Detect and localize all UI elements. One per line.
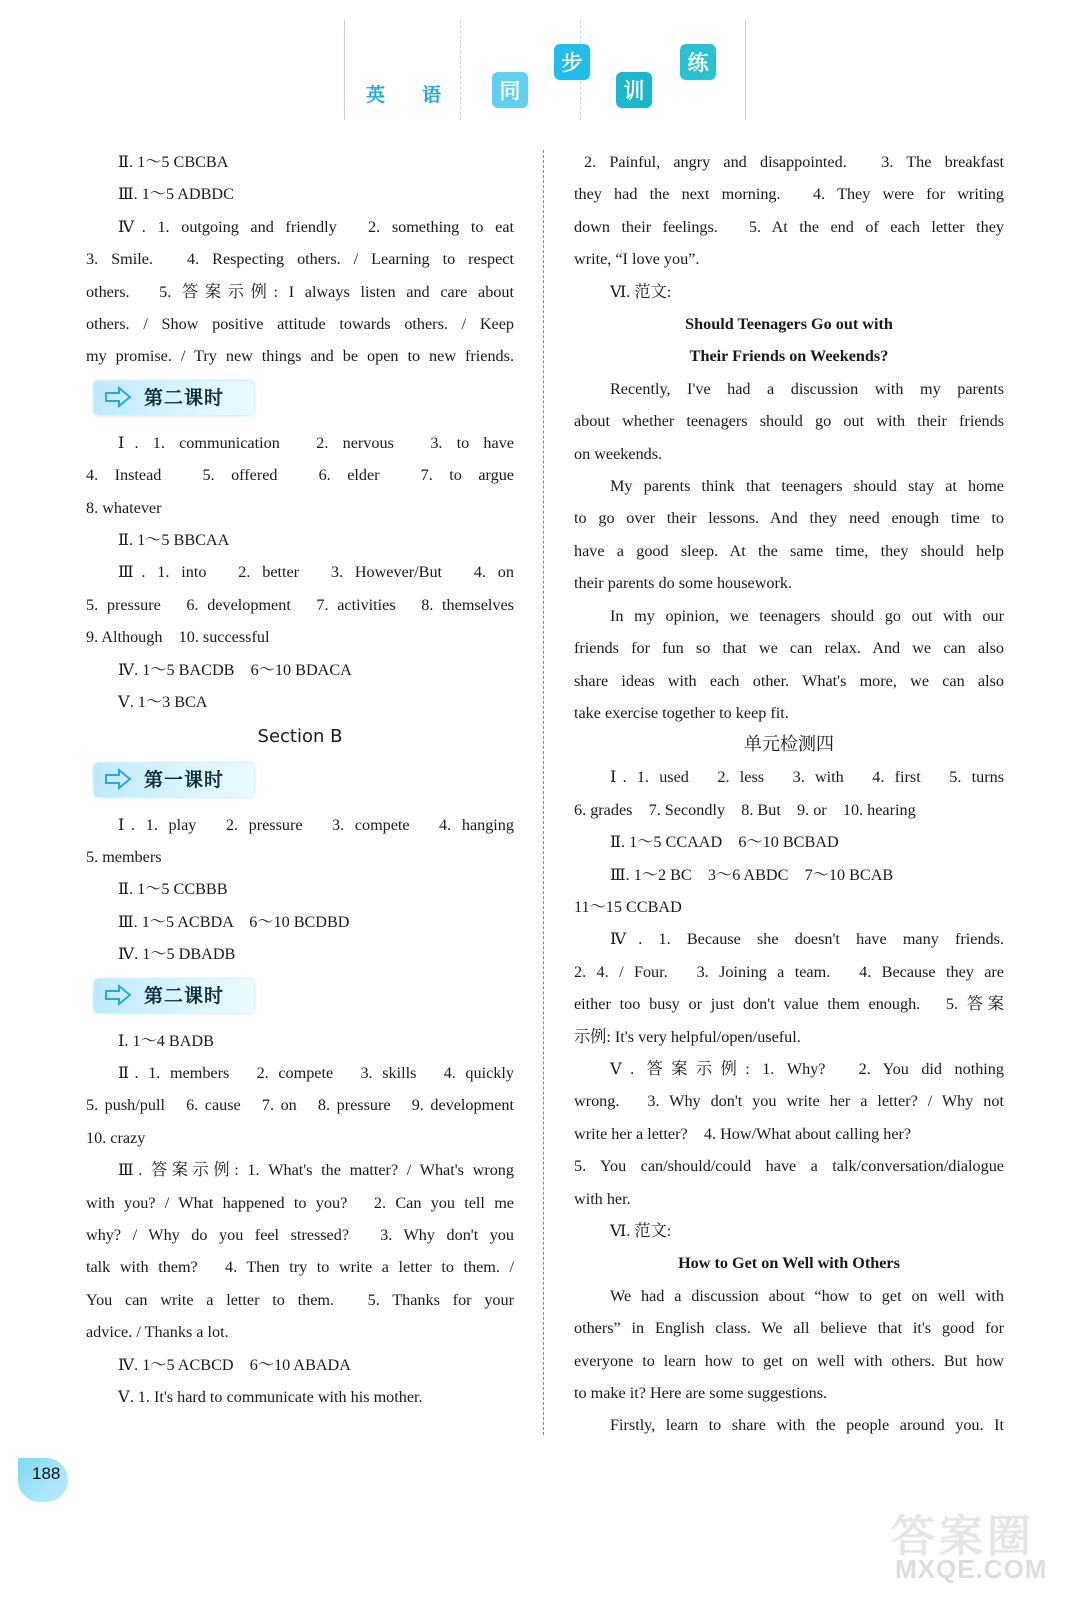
answer-line: Ⅱ. 1～5 BBCAA (118, 531, 230, 550)
answer-line: Ⅱ. 1～5 CCAAD 6～10 BCBAD (610, 833, 839, 852)
watermark-text: 答案圈 (891, 1511, 1035, 1562)
left-column (86, 146, 514, 1413)
lesson-badge-label: 第二课时 (144, 386, 225, 409)
lesson-badge (94, 977, 256, 1017)
answer-line: Ⅴ. 答案示例: 1. Why? 2. You did nothing (610, 1059, 1004, 1078)
essay-line: In my opinion, we teenagers should go out with our (610, 606, 1004, 625)
answer-line: 8. whatever (86, 498, 162, 517)
answer-line: Ⅲ. 答案示例: 1. What's the matter? / What's wrong (118, 1161, 514, 1180)
header-rule-right (745, 20, 746, 120)
answer-line: 2. 4. / Four. 3. Joining a team. 4. Because they are (574, 962, 1004, 981)
answer-line: 3. Smile. 4. Respecting others. / Learning to respect (86, 250, 514, 269)
lesson-badge-label: 第二课时 (144, 984, 225, 1007)
header-box-1: 同 (492, 72, 528, 108)
page-number-text: 188 (32, 1464, 61, 1483)
essay-line: on weekends. (574, 444, 663, 463)
answer-line: Ⅳ. 1～5 BACDB 6～10 BDACA (118, 660, 352, 679)
answer-line: with her. (574, 1189, 631, 1208)
essay-line: My parents think that teenagers should stay at home (610, 477, 1004, 496)
essay-line: others” in English class. We all believe that it's good for (574, 1319, 1004, 1338)
header-box-2: 步 (554, 44, 590, 80)
section-title: 单元检测四 (744, 734, 834, 756)
answer-line: 5. pressure 6. development 7. activities 8. themselves (86, 595, 514, 614)
essay-line: have a good sleep. At the same time, they should help (574, 541, 1004, 560)
answer-line: 5. You can/should/could have a talk/conversation/dialogue (574, 1157, 1004, 1176)
essay-line: their parents do some housework. (574, 574, 793, 593)
answer-line: Ⅲ. 1～2 BC 3～6 ABDC 7～10 BCAB (610, 865, 894, 884)
answer-line: You can write a letter to them. 5. Thanks for your (86, 1290, 514, 1309)
answer-line: Ⅲ. 1～5 ACBDA 6～10 BCDBD (118, 912, 350, 931)
answer-line: Ⅳ. 1. Because she doesn't have many friends. (610, 930, 1004, 949)
answer-line: 9. Although 10. successful (86, 628, 270, 647)
answer-line: Ⅲ. 1～5 ADBDC (118, 185, 234, 204)
header-rule-dashed-1 (460, 20, 462, 120)
answer-line: others. 5. 答案示例: I always listen and care about (86, 282, 514, 301)
essay-line: to go over their lessons. And they need enough time to (574, 509, 1004, 528)
arrow-right-icon (104, 767, 132, 791)
answer-line: Ⅳ. 1～5 DBADB (118, 945, 236, 964)
answer-line: Ⅱ. 1～5 CBCBA (118, 153, 229, 171)
answer-line: Ⅰ. 1. used 2. less 3. with 4. first 5. turns (610, 768, 1004, 787)
answer-line: Ⅱ. 1. members 2. compete 3. skills 4. quickly (118, 1063, 514, 1082)
section-title: Section B (257, 725, 343, 747)
essay-line: We had a discussion about “how to get on well with (610, 1286, 1004, 1305)
essay-line: about whether teenagers should go out with their friends (574, 412, 1004, 431)
answer-line: wrong. 3. Why don't you write her a letter? / Why not (574, 1092, 1004, 1111)
answer-line: Ⅰ. 1～4 BADB (118, 1031, 214, 1050)
essay-line: take exercise together to keep fit. (574, 703, 789, 722)
answer-line: talk with them? 4. Then try to write a letter to them. / (86, 1258, 514, 1277)
right-column (574, 146, 1004, 1442)
essay-line: everyone to learn how to get on well with others. But how (574, 1351, 1004, 1370)
page-number (18, 1458, 72, 1502)
answer-line: with you? / What happened to you? 2. Can you tell me (86, 1193, 514, 1212)
essay-line: friends for fun so that we can relax. And we can also (574, 639, 1004, 658)
answer-line: Ⅴ. 1～3 BCA (118, 693, 208, 712)
header-box-3: 训 (616, 72, 652, 108)
answer-line: 2. Painful, angry and disappointed. 3. The breakfast (584, 153, 1004, 171)
watermark-logo (891, 1500, 1071, 1590)
essay-line: Recently, I've had a discussion with my parents (610, 379, 1004, 398)
answer-line: advice. / Thanks a lot. (86, 1323, 229, 1342)
lesson-badge (94, 379, 256, 419)
answer-line: 4. Instead 5. offered 6. elder 7. to argue (86, 466, 514, 485)
answer-line: Ⅱ. 1～5 CCBBB (118, 880, 228, 899)
lesson-badge-label: 第一课时 (144, 768, 225, 791)
header-rule-left (344, 20, 345, 120)
answer-line: Ⅴ. 1. It's hard to communicate with his mother. (118, 1388, 423, 1406)
answer-line: Ⅰ. 1. communication 2. nervous 3. to have (118, 433, 514, 452)
arrow-right-icon (104, 385, 132, 409)
answer-line: Ⅰ. 1. play 2. pressure 3. compete 4. hanging (118, 815, 514, 834)
answer-line: Ⅵ. 范文: (610, 1222, 672, 1240)
answer-line: write her a letter? 4. How/What about calling her? (574, 1124, 912, 1143)
answer-line: my promise. / Try new things and be open to new friends. (86, 347, 514, 366)
answer-line: down their feelings. 5. At the end of each letter they (574, 217, 1004, 236)
lesson-badge (94, 761, 256, 801)
essay-title: Their Friends on Weekends? (689, 347, 889, 366)
answer-line: Ⅳ. 1～5 ACBCD 6～10 ABADA (118, 1355, 351, 1374)
answer-line: Ⅳ. 1. outgoing and friendly 2. something to eat (118, 217, 514, 236)
essay-title: Should Teenagers Go out with (685, 315, 893, 334)
answer-line: 示例: It's very helpful/open/useful. (574, 1027, 801, 1046)
answer-line: they had the next morning. 4. They were for writing (574, 185, 1004, 204)
header-char-1: 英 (366, 84, 386, 106)
arrow-right-icon (104, 983, 132, 1007)
essay-line: Firstly, learn to share with the people around you. It (610, 1416, 1004, 1435)
answer-line: why? / Why do you feel stressed? 3. Why don't you (86, 1225, 514, 1244)
answer-line: Ⅲ. 1. into 2. better 3. However/But 4. on (118, 563, 514, 582)
answer-line: Ⅵ. 范文: (610, 282, 672, 301)
answer-line: 5. push/pull 6. cause 7. on 8. pressure 9. development (86, 1096, 514, 1115)
essay-title: How to Get on Well with Others (678, 1254, 900, 1273)
column-divider (543, 150, 544, 1435)
answer-line: write, “I love you”. (574, 250, 700, 269)
answer-line: 10. crazy (86, 1128, 146, 1147)
answer-line: either too busy or just don't value them enough. 5. 答案 (574, 995, 1004, 1014)
answer-line: 6. grades 7. Secondly 8. But 9. or 10. hearing (574, 800, 916, 819)
answer-line: others. / Show positive attitude towards others. / Keep (86, 315, 514, 334)
header-box-4: 练 (680, 44, 716, 80)
header-char-2: 语 (422, 84, 442, 106)
essay-line: to make it? Here are some suggestions. (574, 1384, 828, 1403)
watermark-url: MXQE.COM (895, 1554, 1048, 1584)
essay-line: share ideas with each other. What's more, we can also (574, 671, 1004, 690)
page-header (340, 16, 760, 116)
answer-line: 11～15 CCBAD (574, 897, 682, 916)
answer-line: 5. members (86, 847, 162, 866)
